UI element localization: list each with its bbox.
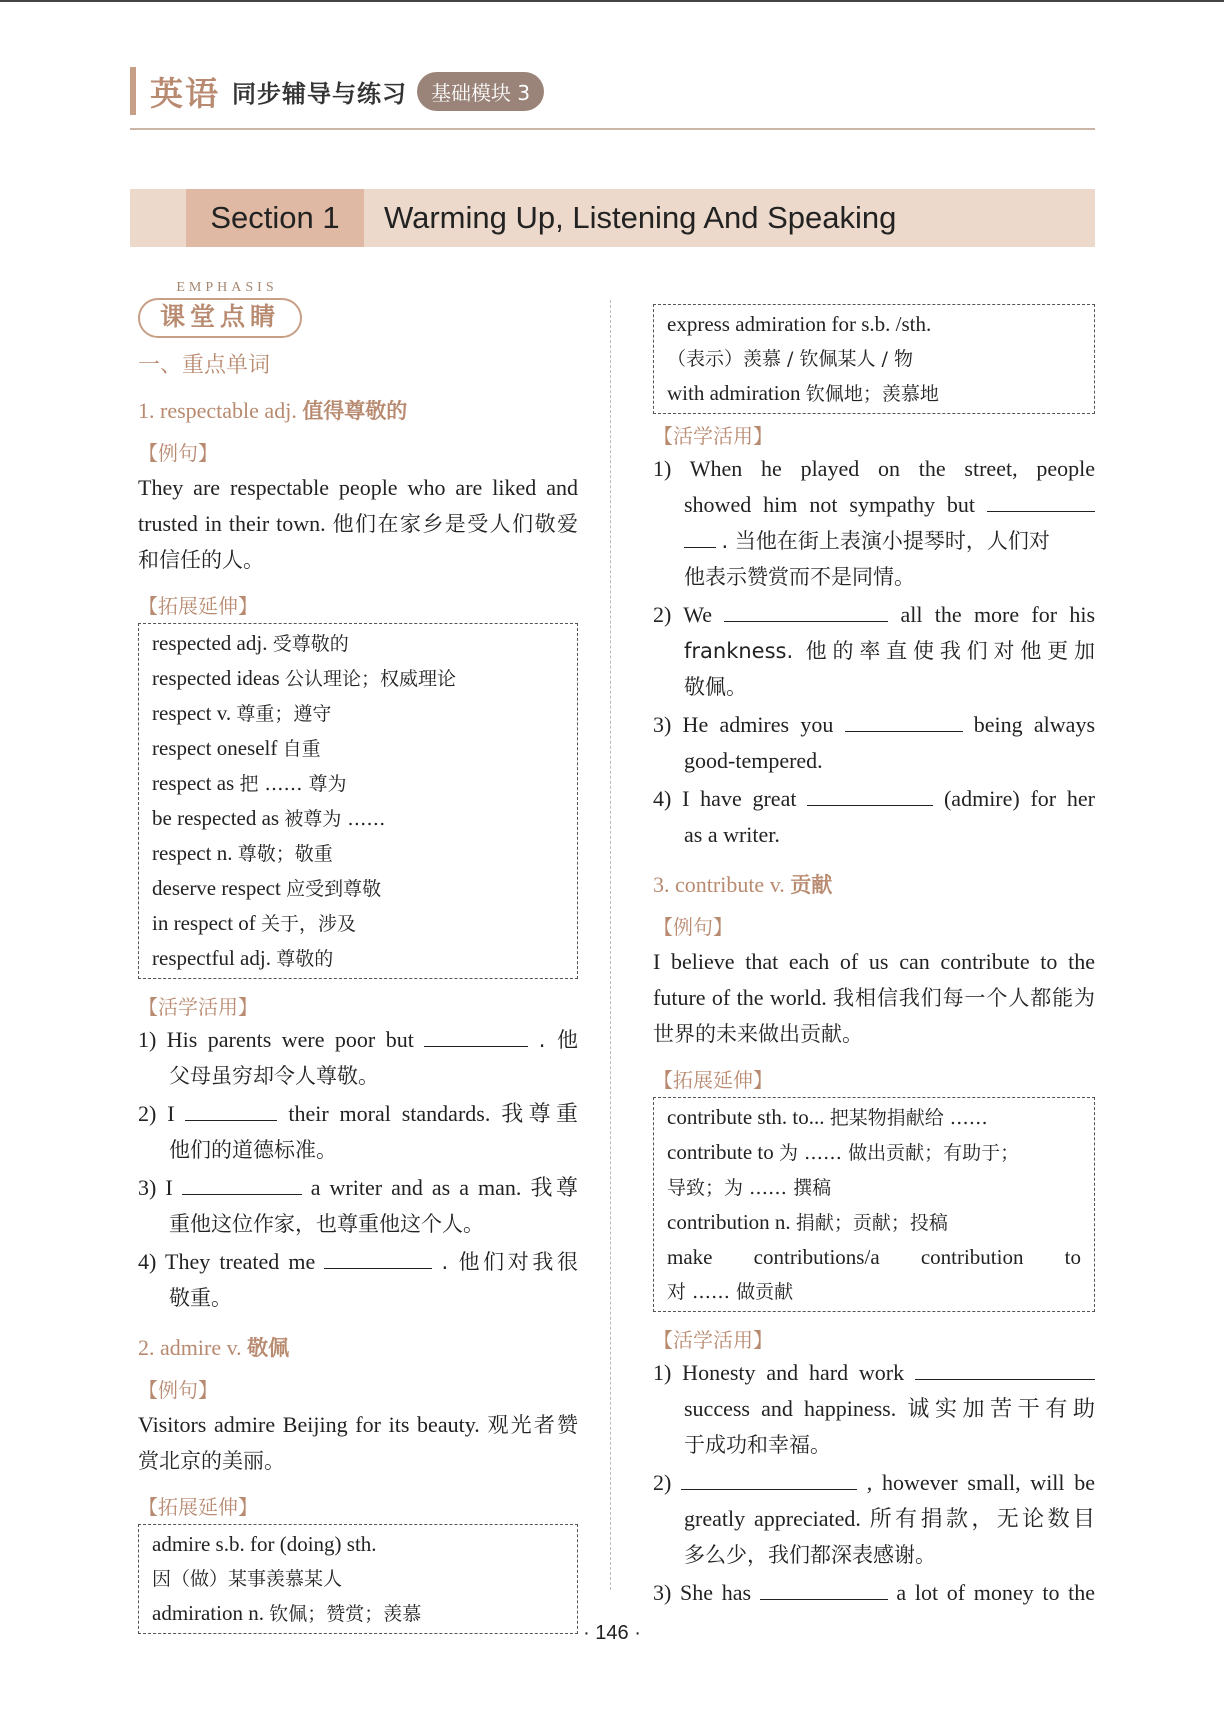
expand-item: with admiration 钦佩地；羡慕地 [667,381,939,405]
category-heading: 一、重点单词 [138,353,271,378]
expand-box-respectable [138,623,578,979]
header-module-badge: 基础模块 3 [417,72,544,111]
top-border-line [0,0,1224,2]
expand-item: express admiration for s.b. /sth. [667,312,932,336]
word-heading-admire: 2. admire v. 敬佩 [138,1335,290,1360]
practice-item: 1) Honesty and hard work success and happiness. 诚实加苦干有助 于成功和幸福。 [653,1360,1095,1457]
tag-expand: 【拓展延伸】 [138,1495,258,1519]
book-header [130,66,544,116]
expand-item: respect n. 尊敬；敬重 [152,841,333,865]
section-banner [130,189,1095,247]
expand-box-admire-part1 [138,1524,578,1634]
header-accent-bar [130,67,136,115]
practice-item: 2) We all the more for his frankness. 他的率直使我们对他更加 敬佩。 [653,602,1096,699]
practice-item: 3) He admires you being always good-tempered. [653,712,1095,773]
example-sentence: I believe that each of us can contribute to the future of the world. 我相信我们每一个人都能为世界的未来做出贡献。 [653,949,1096,1046]
tag-example: 【例句】 [138,1378,218,1402]
expand-item: admire s.b. for (doing) sth. [152,1532,377,1556]
header-book-title: 同步辅导与练习 [232,79,407,108]
section-number: Section 1 [186,189,364,247]
expand-item: contribute to 为 …… 做出贡献；有助于； [667,1140,1020,1164]
expand-item: 因（做）某事羡慕某人 [152,1568,343,1590]
practice-item: 2) I their moral standards. 我尊重 他们的道德标准。 [138,1101,578,1162]
header-subject: 英语 [150,73,220,113]
expand-item: deserve respect 应受到尊敬 [152,876,382,900]
header-rule [130,128,1095,130]
section-title: Warming Up, Listening And Speaking [384,200,897,235]
expand-item: 对 …… 做贡献 [667,1281,794,1303]
practice-item: 1) His parents were poor but . 他 父母虽穷却令人尊敬。 [138,1027,579,1088]
practice-item: 4) I have great (admire) for her as a writer. [653,786,1095,847]
word-heading-contribute: 3. contribute v. 贡献 [653,872,833,897]
expand-item: respect v. 尊重；遵守 [152,701,332,725]
expand-item: respected ideas 公认理论；权威理论 [152,666,456,690]
tag-practice: 【活学活用】 [138,995,258,1019]
expand-item: admiration n. 钦佩；赞赏；羡慕 [152,1601,422,1625]
tag-example: 【例句】 [138,441,218,465]
expand-item: respectful adj. 尊敬的 [152,946,334,970]
expand-item: （表示）羡慕 / 钦佩某人 / 物 [667,348,913,370]
expand-item: in respect of 关于，涉及 [152,911,357,935]
emphasis-label-en: EMPHASIS [176,280,278,295]
tag-expand: 【拓展延伸】 [138,594,258,618]
example-sentence: Visitors admire Beijing for its beauty. 观光者赞赏北京的美丽。 [138,1412,579,1473]
tag-practice: 【活学活用】 [653,424,773,448]
page-number: · 146 · [583,1622,641,1644]
column-divider [610,300,611,1590]
practice-item: 2) , however small, will be greatly appreciated. 所有捐款，无论数目 多么少，我们都深表感谢。 [653,1470,1096,1567]
expand-box-contribute [653,1097,1095,1312]
tag-expand: 【拓展延伸】 [653,1068,773,1092]
expand-item: respected adj. 受尊敬的 [152,631,349,655]
expand-item: respect oneself 自重 [152,736,321,760]
expand-item: respect as 把 …… 尊为 [152,771,347,795]
expand-item: contribution n. 捐献；贡献；投稿 [667,1210,948,1234]
emphasis-label-zh: 课堂点睛 [138,298,302,338]
expand-item: contribute sth. to... 把某物捐献给 …… [667,1105,988,1129]
right-column [653,302,1095,1611]
expand-item: be respected as 被尊为 …… [152,806,386,830]
practice-item: 3) She has a lot of money to the [653,1580,1096,1605]
practice-item: 1) When he played on the street, people showed him not sympathy but . 当他在街上表演小提琴时，人们对 他表示赞赏而不是同情。 [653,456,1095,589]
left-column [138,280,578,1634]
word-heading-respectable: 1. respectable adj. 值得尊敬的 [138,398,408,423]
expand-item: 导致；为 …… 撰稿 [667,1177,832,1199]
expand-box-admire-part2 [653,304,1095,414]
example-sentence: They are respectable people who are liked and trusted in their town. 他们在家乡是受人们敬爱和信任的人。 [138,475,579,572]
tag-example: 【例句】 [653,915,733,939]
practice-item: 4) They treated me . 他们对我很 敬重。 [138,1249,579,1310]
expand-item: make contributions/a contribution to [667,1245,1081,1269]
tag-practice: 【活学活用】 [653,1328,773,1352]
practice-item: 3) I a writer and as a man. 我尊 重他这位作家，也尊重他这个人。 [138,1175,578,1236]
